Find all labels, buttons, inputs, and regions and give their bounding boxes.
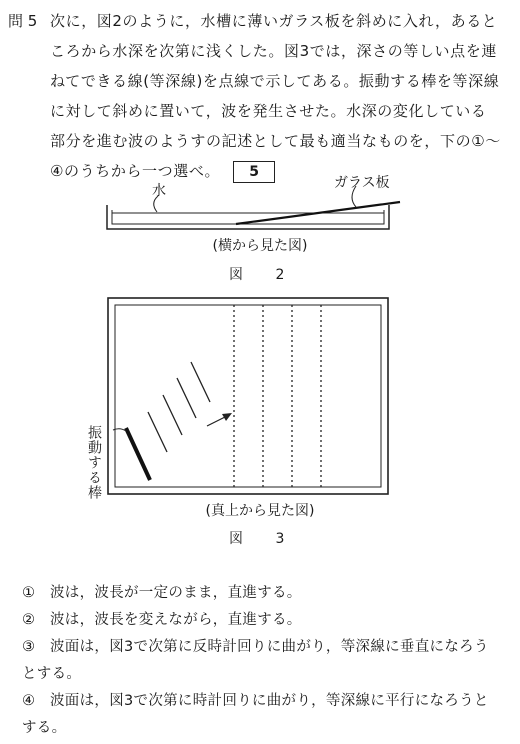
option-2[interactable] (22, 607, 500, 634)
option-1[interactable] (22, 580, 500, 607)
option-4-text: 波面は，図3で次第に時計回りに曲がり，等深線に平行になろうとする。 (22, 693, 489, 736)
figure3-caption: (真上から見た図) (205, 503, 315, 519)
figure3-label: 図 3 (229, 531, 299, 547)
option-4-mark: ④ (22, 693, 36, 709)
wavefront (148, 412, 167, 452)
option-3-text: 波面は，図3で次第に反時計回りに曲がり，等深線に垂直になろうとする。 (22, 639, 489, 682)
option-3[interactable] (22, 634, 500, 688)
wavefront (163, 395, 182, 435)
option-2-mark: ② (22, 612, 36, 628)
figure2-label: 図 2 (229, 267, 299, 283)
option-4[interactable] (22, 688, 500, 742)
option-1-text: 波は，波長が一定のまま，直進する。 (50, 585, 302, 601)
figure2-tank (107, 186, 400, 229)
figure3-tank (108, 298, 388, 494)
answer-box: 5 (233, 161, 275, 183)
option-2-text: 波は，波長を変えながら，直進する。 (50, 612, 302, 628)
vibrating-rod (126, 428, 150, 480)
option-1-mark: ① (22, 585, 36, 601)
rod-label: 振動する棒 (86, 425, 102, 500)
figure2-caption: (横から見た図) (212, 238, 308, 254)
question-body: 次に，図2のように，水槽に薄いガラス板を斜めに入れ，あるところから水深を次第に浅くした。図3では，深さの等しい点を連ねてできる線(等深線)を点線で示してある。振動する棒を等深線に対して斜めに置いて，波を発生させた。水深の変化している部分を進む波のようすの記述として最も適当なものを，下の①～④のうちから一つ選べ。 (50, 12, 501, 180)
question-number: 問 5 (8, 12, 38, 30)
option-3-mark: ③ (22, 639, 36, 655)
glass-label: ガラス板 (334, 175, 390, 191)
wavefront (191, 362, 210, 402)
water-label: 水 (152, 183, 166, 199)
wavefront (177, 378, 196, 418)
